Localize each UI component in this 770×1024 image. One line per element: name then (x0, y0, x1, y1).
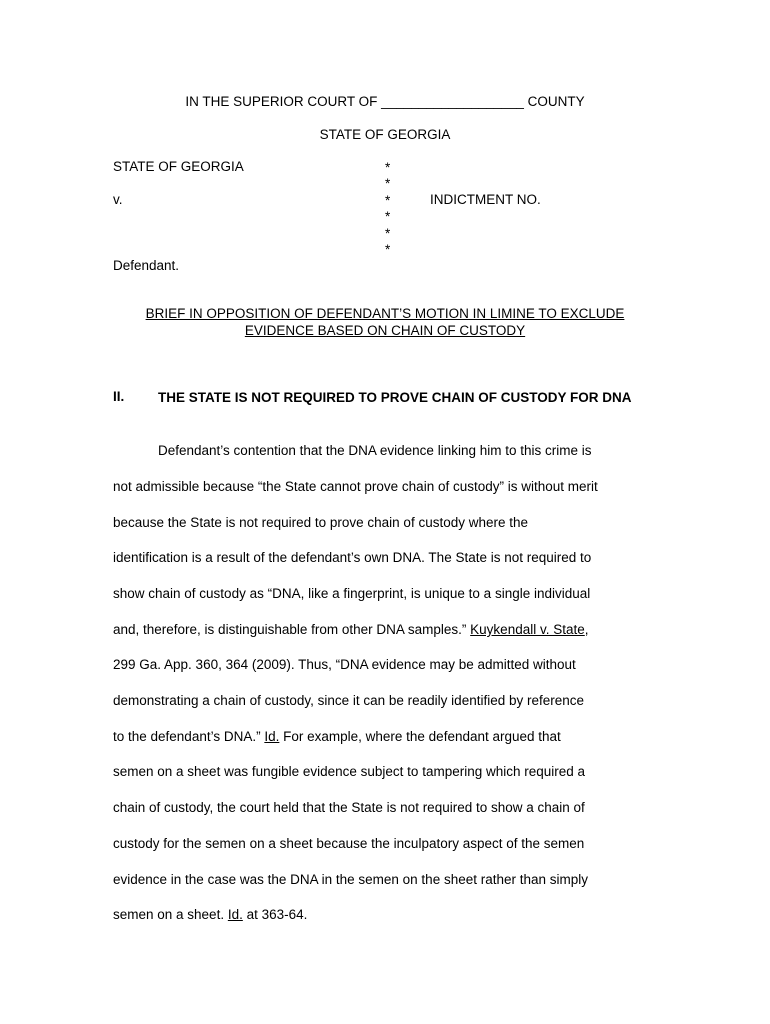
body-text: , (584, 622, 589, 637)
title-line-2: EVIDENCE BASED ON CHAIN OF CUSTODY (244, 323, 526, 338)
defendant-label: Defendant. (113, 258, 180, 273)
body-line: because the State is not required to prove chain of custody where the (113, 515, 529, 530)
body-line (113, 906, 307, 924)
body-text: For example, where the defendant argued that (279, 729, 561, 744)
case-citation: Kuykendall v. State (470, 622, 585, 637)
body-line: evidence in the case was the DNA in the semen on the sheet rather than simply (113, 872, 589, 887)
caption-star: * (385, 226, 391, 241)
caption-star: * (385, 242, 391, 257)
state-line: STATE OF GEORGIA (319, 127, 451, 142)
caption-star: * (385, 193, 391, 208)
id-citation: Id. (264, 729, 280, 744)
caption-star: * (385, 209, 391, 224)
caption-star: * (385, 176, 391, 191)
body-line: custody for the semen on a sheet because the inculpatory aspect of the semen (113, 836, 585, 851)
body-text: at 363-64. (242, 907, 308, 922)
body-text: semen on a sheet. (113, 907, 228, 922)
body-line: chain of custody, the court held that the State is not required to show a chain of (113, 800, 585, 815)
body-line: not admissible because “the State cannot prove chain of custody” is without merit (113, 479, 598, 494)
body-line (113, 621, 589, 639)
section-heading: THE STATE IS NOT REQUIRED TO PROVE CHAIN OF CUSTODY FOR DNA (158, 390, 632, 405)
indictment-label: INDICTMENT NO. (430, 192, 541, 207)
body-line: 299 Ga. App. 360, 364 (2009). Thus, “DNA evidence may be admitted without (113, 657, 576, 672)
id-citation: Id. (227, 907, 243, 922)
title-line-1: BRIEF IN OPPOSITION OF DEFENDANT’S MOTION IN LIMINE TO EXCLUDE (145, 306, 625, 321)
section-number: II. (113, 389, 125, 404)
body-line: demonstrating a chain of custody, since it can be readily identified by reference (113, 693, 585, 708)
party-state: STATE OF GEORGIA (113, 159, 244, 174)
court-line: IN THE SUPERIOR COURT OF ___________________ COUNTY (185, 94, 585, 109)
body-text: and, therefore, is distinguishable from other DNA samples.” (113, 622, 471, 637)
body-line: Defendant’s contention that the DNA evidence linking him to this crime is (158, 443, 592, 458)
versus: v. (113, 192, 123, 207)
body-line: show chain of custody as “DNA, like a fingerprint, is unique to a single individual (113, 586, 591, 601)
body-line (113, 728, 561, 746)
body-line: semen on a sheet was fungible evidence subject to tampering which required a (113, 764, 586, 779)
body-text: to the defendant’s DNA.” (113, 729, 265, 744)
body-line: identification is a result of the defendant’s own DNA. The State is not required to (113, 550, 592, 565)
caption-star: * (385, 160, 391, 175)
